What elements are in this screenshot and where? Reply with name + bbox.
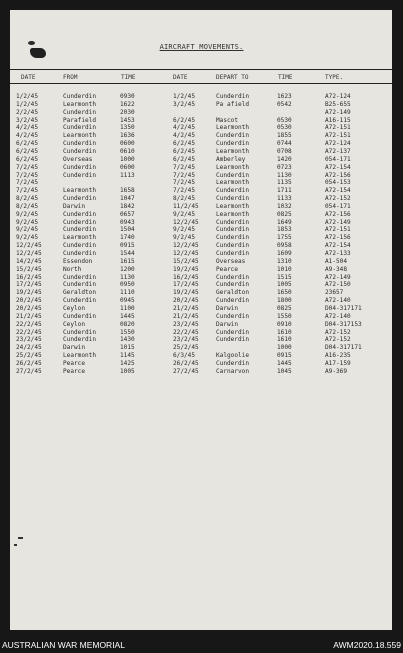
arrival-date: 9/2/45 xyxy=(16,226,39,234)
from-location: Cunderdin xyxy=(63,297,97,305)
from-location: Learmonth xyxy=(63,352,97,360)
aircraft-type: A72-133 xyxy=(325,250,351,257)
destination: Pa afield xyxy=(216,100,250,108)
from-location: Learmonth xyxy=(63,100,97,108)
departure-date: 27/2/45 xyxy=(173,367,199,375)
departure-date: 21/2/45 xyxy=(173,312,199,320)
from-location: Essendon xyxy=(63,257,93,265)
hdr-depart-to: DEPART TO xyxy=(216,74,249,81)
departure-date: 23/2/45 xyxy=(173,336,199,344)
arrival-time: 0820 xyxy=(120,320,135,328)
arrival-time: 1015 xyxy=(120,344,135,352)
arrival-time: 1445 xyxy=(120,312,135,320)
departure-time: 1650 xyxy=(277,289,292,297)
aircraft-type: A72-152 xyxy=(325,195,351,203)
arrival-date: 6/2/45 xyxy=(16,140,39,148)
table-row xyxy=(0,101,403,109)
arrival-date: 22/2/45 xyxy=(16,328,42,336)
arrival-date: 2/2/45 xyxy=(16,108,39,116)
arrival-time: 1550 xyxy=(120,328,135,336)
arrival-time: 0930 xyxy=(120,93,135,100)
hdr-type: TYPE. xyxy=(325,74,344,81)
aircraft-type: A72-154 xyxy=(325,187,351,195)
departure-time: 1445 xyxy=(277,359,292,367)
arrival-time: 1453 xyxy=(120,116,135,124)
departure-time: 1032 xyxy=(277,202,292,210)
arrival-time: 1100 xyxy=(120,304,135,312)
table-row xyxy=(0,250,403,258)
table-row xyxy=(0,109,403,117)
arrival-time: 1544 xyxy=(120,250,135,257)
departure-time: 0542 xyxy=(277,100,292,108)
departure-time: 1133 xyxy=(277,195,292,203)
departure-time: 1711 xyxy=(277,187,292,195)
aircraft-type: 23657 xyxy=(325,289,344,297)
aircraft-type: 054-171 xyxy=(325,202,351,210)
destination: Cunderdin xyxy=(216,218,250,226)
hdr-time-departed: TIME xyxy=(278,74,293,81)
table-row xyxy=(0,266,403,274)
aircraft-type: A72-154 xyxy=(325,242,351,250)
destination: Mascot xyxy=(216,116,239,124)
destination: Cunderdin xyxy=(216,132,250,140)
departure-time: 1550 xyxy=(277,312,292,320)
table-row xyxy=(0,148,403,156)
aircraft-type: 054-153 xyxy=(325,179,351,187)
departure-time: 1623 xyxy=(277,93,292,100)
from-location: Cunderdin xyxy=(63,328,97,336)
arrival-date: 9/2/45 xyxy=(16,234,39,242)
table-row xyxy=(0,132,403,140)
from-location: Cunderdin xyxy=(63,163,97,171)
aircraft-type: A16-115 xyxy=(325,116,351,124)
destination: Learmonth xyxy=(216,163,250,171)
arrival-time: 1110 xyxy=(120,289,135,297)
aircraft-type: A72-151 xyxy=(325,132,351,140)
arrival-time: 1842 xyxy=(120,202,135,210)
arrival-date: 7/2/45 xyxy=(16,171,39,179)
from-location: Darwin xyxy=(63,202,86,210)
departure-date: 9/2/45 xyxy=(173,226,196,234)
from-location: Cunderdin xyxy=(63,93,97,100)
arrival-time: 1113 xyxy=(120,171,135,179)
departure-time: 1853 xyxy=(277,226,292,234)
arrival-date: 7/2/45 xyxy=(16,187,39,195)
departure-time: 1649 xyxy=(277,218,292,226)
destination: Cunderdin xyxy=(216,297,250,305)
arrival-date: 25/2/45 xyxy=(16,352,42,360)
departure-date: 3/2/45 xyxy=(173,100,196,108)
departure-date: 4/2/45 xyxy=(173,124,196,132)
arrival-date: 14/2/45 xyxy=(16,257,42,265)
destination: Geraldton xyxy=(216,289,250,297)
arrival-time: 0950 xyxy=(120,281,135,289)
departure-date: 6/3/45 xyxy=(173,352,196,360)
arrival-date: 27/2/45 xyxy=(16,367,42,375)
departure-date: 17/2/45 xyxy=(173,281,199,289)
departure-date: 12/2/45 xyxy=(173,218,199,226)
from-location: Learmonth xyxy=(63,187,97,195)
from-location: Cunderdin xyxy=(63,273,97,281)
from-location: Darwin xyxy=(63,344,86,352)
aircraft-type: A9-348 xyxy=(325,265,348,273)
departure-date: 11/2/45 xyxy=(173,202,199,210)
destination: Cunderdin xyxy=(216,250,250,257)
arrival-time: 1430 xyxy=(120,336,135,344)
arrival-time: 1636 xyxy=(120,132,135,140)
departure-date: 23/2/45 xyxy=(173,320,199,328)
departure-date: 19/2/45 xyxy=(173,289,199,297)
arrival-date: 15/2/45 xyxy=(16,265,42,273)
arrival-date: 26/2/45 xyxy=(16,359,42,367)
aircraft-type: A72-124 xyxy=(325,140,351,148)
departure-time: 1130 xyxy=(277,171,292,179)
arrival-date: 17/2/45 xyxy=(16,281,42,289)
arrival-date: 8/2/45 xyxy=(16,195,39,203)
departure-time: 0958 xyxy=(277,242,292,250)
departure-time: 1005 xyxy=(277,281,292,289)
departure-date: 1/2/45 xyxy=(173,93,196,100)
arrival-time: 0943 xyxy=(120,218,135,226)
arrival-time: 1145 xyxy=(120,352,135,360)
hdr-from: FROM xyxy=(63,74,78,81)
paper-mark xyxy=(18,537,23,539)
departure-time: 0910 xyxy=(277,320,292,328)
aircraft-type: A16-235 xyxy=(325,352,351,360)
departure-date: 16/2/45 xyxy=(173,273,199,281)
arrival-time: 0610 xyxy=(120,147,135,155)
departure-time: 0708 xyxy=(277,147,292,155)
arrival-date: 19/2/45 xyxy=(16,289,42,297)
from-location: Cunderdin xyxy=(63,210,97,218)
table-row xyxy=(0,258,403,266)
table-row xyxy=(0,313,403,321)
departure-date: 7/2/45 xyxy=(173,179,196,187)
departure-time: 0723 xyxy=(277,163,292,171)
arrival-time: 1000 xyxy=(120,155,135,163)
arrival-time: 0600 xyxy=(120,140,135,148)
departure-date: 12/2/45 xyxy=(173,242,199,250)
departure-date: 6/2/45 xyxy=(173,155,196,163)
destination: Learmonth xyxy=(216,124,250,132)
from-location: Cunderdin xyxy=(63,171,97,179)
departure-date: 22/2/45 xyxy=(173,328,199,336)
table-row xyxy=(0,281,403,289)
from-location: Pearce xyxy=(63,359,86,367)
table-row xyxy=(0,336,403,344)
departure-time: 1010 xyxy=(277,265,292,273)
table-row xyxy=(0,211,403,219)
header-rule-bottom xyxy=(10,83,392,84)
destination: Cunderdin xyxy=(216,93,250,100)
destination: Amberley xyxy=(216,155,246,163)
from-location: Learmonth xyxy=(63,132,97,140)
table-row xyxy=(0,344,403,352)
arrival-date: 8/2/45 xyxy=(16,202,39,210)
table-row xyxy=(0,195,403,203)
destination: Overseas xyxy=(216,257,246,265)
aircraft-type: A72-156 xyxy=(325,210,351,218)
arrival-date: 20/2/45 xyxy=(16,297,42,305)
destination: Darwin xyxy=(216,320,239,328)
table-row xyxy=(0,242,403,250)
destination: Cunderdin xyxy=(216,187,250,195)
arrival-time: 1005 xyxy=(120,367,135,375)
destination: Cunderdin xyxy=(216,281,250,289)
aircraft-type: A72-140 xyxy=(325,312,351,320)
table-row xyxy=(0,140,403,148)
departure-date: 7/2/45 xyxy=(173,171,196,179)
arrival-date: 1/2/45 xyxy=(16,93,39,100)
departure-date: 26/2/45 xyxy=(173,359,199,367)
table-row xyxy=(0,329,403,337)
departure-time: 1420 xyxy=(277,155,292,163)
hdr-date-arrived: DATE xyxy=(21,74,36,81)
departure-time: 1045 xyxy=(277,367,292,375)
destination: Cunderdin xyxy=(216,328,250,336)
arrival-date: 20/2/45 xyxy=(16,304,42,312)
from-location: Cunderdin xyxy=(63,218,97,226)
aircraft-type: A72-151 xyxy=(325,124,351,132)
arrival-time: 1200 xyxy=(120,265,135,273)
aircraft-type: A72-156 xyxy=(325,234,351,242)
document-title: AIRCRAFT MOVEMENTS. xyxy=(159,43,244,51)
table-row xyxy=(0,360,403,368)
departure-date: 20/2/45 xyxy=(173,297,199,305)
departure-time: 1610 xyxy=(277,336,292,344)
destination: Darwin xyxy=(216,304,239,312)
aircraft-type: A72-152 xyxy=(325,328,351,336)
arrival-time: 1425 xyxy=(120,359,135,367)
from-location: North xyxy=(63,265,82,273)
aircraft-type: A72-156 xyxy=(325,171,351,179)
departure-time: 0530 xyxy=(277,116,292,124)
departure-date: 9/2/45 xyxy=(173,234,196,242)
arrival-date: 7/2/45 xyxy=(16,179,39,187)
arrival-time: 2030 xyxy=(120,108,135,116)
destination: Kalgoolie xyxy=(216,352,250,360)
table-row xyxy=(0,156,403,164)
arrival-date: 16/2/45 xyxy=(16,273,42,281)
from-location: Parafield xyxy=(63,116,97,124)
from-location: Cunderdin xyxy=(63,250,97,257)
table-row xyxy=(0,93,403,101)
departure-date: 7/2/45 xyxy=(173,163,196,171)
table-row xyxy=(0,179,403,187)
destination: Cunderdin xyxy=(216,234,250,242)
departure-time: 1800 xyxy=(277,297,292,305)
arrival-date: 1/2/45 xyxy=(16,100,39,108)
destination: Cunderdin xyxy=(216,171,250,179)
aircraft-type: D04-317171 xyxy=(325,304,362,312)
departure-time: 1855 xyxy=(277,132,292,140)
from-location: Cunderdin xyxy=(63,312,97,320)
arrival-date: 12/2/45 xyxy=(16,242,42,250)
destination: Cunderdin xyxy=(216,195,250,203)
table-row xyxy=(0,226,403,234)
arrival-time: 1622 xyxy=(120,100,135,108)
table-row xyxy=(0,124,403,132)
arrival-date: 4/2/45 xyxy=(16,124,39,132)
from-location: Cunderdin xyxy=(63,147,97,155)
arrival-time: 1658 xyxy=(120,187,135,195)
table-row xyxy=(0,234,403,242)
table-row xyxy=(0,289,403,297)
arrival-time: 1504 xyxy=(120,226,135,234)
arrival-time: 1047 xyxy=(120,195,135,203)
departure-date: 6/2/45 xyxy=(173,140,196,148)
departure-date: 9/2/45 xyxy=(173,210,196,218)
aircraft-type: A72-149 xyxy=(325,273,351,281)
table-row xyxy=(0,305,403,313)
departure-date: 12/2/45 xyxy=(173,250,199,257)
aircraft-type: A1-504 xyxy=(325,257,348,265)
departure-date: 6/2/45 xyxy=(173,147,196,155)
arrival-date: 9/2/45 xyxy=(16,218,39,226)
arrival-time: 1740 xyxy=(120,234,135,242)
aircraft-type: D04-317153 xyxy=(325,320,362,328)
arrival-date: 23/2/45 xyxy=(16,336,42,344)
destination: Pearce xyxy=(216,265,239,273)
departure-date: 15/2/45 xyxy=(173,257,199,265)
from-location: Cunderdin xyxy=(63,281,97,289)
departure-time: 1000 xyxy=(277,344,292,352)
arrival-time: 1350 xyxy=(120,124,135,132)
aircraft-type: A17-159 xyxy=(325,359,351,367)
from-location: Cunderdin xyxy=(63,242,97,250)
departure-date: 21/2/45 xyxy=(173,304,199,312)
from-location: Geraldton xyxy=(63,289,97,297)
arrival-date: 6/2/45 xyxy=(16,147,39,155)
aircraft-type: B25-655 xyxy=(325,100,351,108)
from-location: Ceylon xyxy=(63,304,86,312)
destination: Learmonth xyxy=(216,179,250,187)
from-location: Overseas xyxy=(63,155,93,163)
departure-date: 8/2/45 xyxy=(173,195,196,203)
departure-time: 0744 xyxy=(277,140,292,148)
aircraft-type: A72-149 xyxy=(325,218,351,226)
table-row xyxy=(0,187,403,195)
hdr-time-arrived: TIME xyxy=(121,74,136,81)
destination: Cunderdin xyxy=(216,359,250,367)
table-row xyxy=(0,117,403,125)
arrival-date: 3/2/45 xyxy=(16,116,39,124)
departure-time: 1610 xyxy=(277,328,292,336)
from-location: Cunderdin xyxy=(63,140,97,148)
footer-accession-number: AWM2020.18.559 xyxy=(333,640,401,650)
arrival-date: 12/2/45 xyxy=(16,250,42,257)
aircraft-type: 054-171 xyxy=(325,155,351,163)
departure-date: 4/2/45 xyxy=(173,132,196,140)
departure-date: 19/2/45 xyxy=(173,265,199,273)
departure-time: 1755 xyxy=(277,234,292,242)
from-location: Cunderdin xyxy=(63,336,97,344)
departure-time: 1310 xyxy=(277,257,292,265)
departure-time: 0530 xyxy=(277,124,292,132)
arrival-time: 1615 xyxy=(120,257,135,265)
from-location: Cunderdin xyxy=(63,226,97,234)
departure-time: 1609 xyxy=(277,250,292,257)
destination: Cunderdin xyxy=(216,273,250,281)
destination: Learmonth xyxy=(216,202,250,210)
table-row xyxy=(0,297,403,305)
aircraft-type: A72-137 xyxy=(325,147,351,155)
hdr-date-departed: DATE xyxy=(173,74,188,81)
arrival-date: 7/2/45 xyxy=(16,163,39,171)
arrival-time: 1130 xyxy=(120,273,135,281)
table-row xyxy=(0,172,403,180)
arrival-time: 0945 xyxy=(120,297,135,305)
departure-date: 6/2/45 xyxy=(173,116,196,124)
table-row xyxy=(0,321,403,329)
aircraft-type: A72-151 xyxy=(325,226,351,234)
header-rule-top xyxy=(10,69,392,70)
table-row xyxy=(0,164,403,172)
destination: Cunderdin xyxy=(216,336,250,344)
departure-time: 0825 xyxy=(277,304,292,312)
destination: Learmonth xyxy=(216,210,250,218)
departure-time: 1135 xyxy=(277,179,292,187)
destination: Cunderdin xyxy=(216,312,250,320)
destination: Cunderdin xyxy=(216,140,250,148)
arrival-date: 6/2/45 xyxy=(16,155,39,163)
aircraft-type: A72-152 xyxy=(325,336,351,344)
arrival-date: 4/2/45 xyxy=(16,132,39,140)
departure-date: 25/2/45 xyxy=(173,344,199,352)
arrival-time: 0600 xyxy=(120,163,135,171)
departure-time: 0825 xyxy=(277,210,292,218)
aircraft-type: A72-150 xyxy=(325,281,351,289)
arrival-date: 24/2/45 xyxy=(16,344,42,352)
footer-source: AUSTRALIAN WAR MEMORIAL xyxy=(2,640,125,650)
table-row xyxy=(0,352,403,360)
destination: Cunderdin xyxy=(216,242,250,250)
arrival-time: 0915 xyxy=(120,242,135,250)
departure-time: 1515 xyxy=(277,273,292,281)
aircraft-type: A72-149 xyxy=(325,108,351,116)
paper-mark xyxy=(14,544,17,546)
table-row xyxy=(0,368,403,376)
table-row xyxy=(0,203,403,211)
destination: Carnarvon xyxy=(216,367,250,375)
arrival-date: 22/2/45 xyxy=(16,320,42,328)
from-location: Pearce xyxy=(63,367,86,375)
departure-time: 0915 xyxy=(277,352,292,360)
aircraft-type: A9-369 xyxy=(325,367,348,375)
aircraft-type: A72-154 xyxy=(325,163,351,171)
aircraft-type: A72-140 xyxy=(325,297,351,305)
from-location: Cunderdin xyxy=(63,124,97,132)
arrival-time: 0657 xyxy=(120,210,135,218)
from-location: Cunderdin xyxy=(63,108,97,116)
arrival-date: 21/2/45 xyxy=(16,312,42,320)
destination: Learmonth xyxy=(216,147,250,155)
table-row xyxy=(0,219,403,227)
departure-date: 7/2/45 xyxy=(173,187,196,195)
from-location: Cunderdin xyxy=(63,195,97,203)
aircraft-type: D04-317171 xyxy=(325,344,362,352)
destination: Cunderdin xyxy=(216,226,250,234)
from-location: Learmonth xyxy=(63,234,97,242)
from-location: Ceylon xyxy=(63,320,86,328)
arrival-date: 9/2/45 xyxy=(16,210,39,218)
table-row xyxy=(0,274,403,282)
aircraft-type: A72-124 xyxy=(325,93,351,100)
